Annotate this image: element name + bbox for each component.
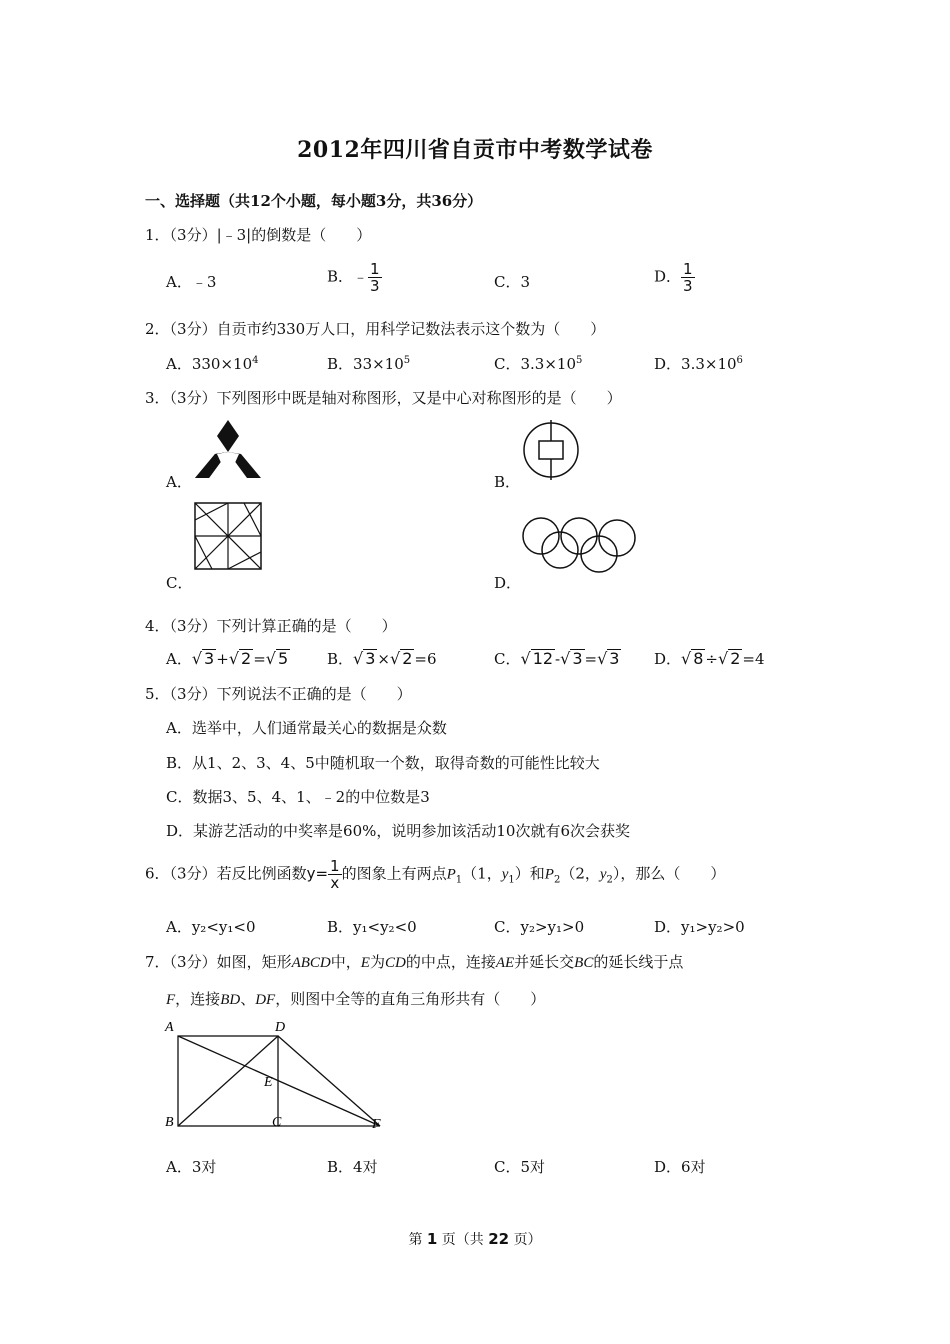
question-1-stem: 1．（3分）|﹣3|的倒数是（ ）: [145, 226, 372, 244]
question-2-stem: 2．（3分）自贡市约330万人口，用科学记数法表示这个数为（ ）: [145, 320, 606, 338]
q6-y2-subscript: 2: [606, 874, 613, 886]
q2-b-exponent: 5: [403, 355, 411, 366]
segment-df: [278, 1036, 380, 1126]
q7-mid1: 中，: [330, 953, 361, 971]
diamond-top: [217, 420, 239, 452]
q7-f: F: [166, 992, 176, 1008]
q7-l2b: ，则图中全等的直角三角形共有（ ）: [275, 990, 546, 1008]
q4-c-label: C．: [494, 650, 521, 668]
q4-d-radicand-2: 2: [730, 649, 741, 668]
q7-mid4: 并延长交: [514, 953, 575, 971]
q4-c-radicand-2: 3: [572, 649, 583, 668]
q7-cd: CD: [384, 955, 406, 971]
q1-option-d-fraction: [681, 261, 695, 294]
q2-b-base: B．33×10: [327, 355, 404, 373]
q4-a-operator: +: [216, 650, 229, 668]
q4-a-label: A．: [166, 650, 192, 668]
q6-option-c: C．y₂>y₁>0: [494, 918, 585, 936]
q2-d-exponent: 6: [736, 355, 743, 366]
q2-a-base: A．330×10: [166, 355, 253, 373]
q2-option-b: [327, 353, 410, 374]
q4-option-a: A．√ 3 +√ 2 =√ 5: [166, 649, 289, 668]
q1-b-numerator: 1: [370, 260, 380, 278]
footer-total-pages: 22: [488, 1230, 510, 1248]
footer-mid: 页（共: [441, 1232, 484, 1248]
q2-c-exponent: 5: [576, 355, 583, 366]
q1-d-numerator: 1: [683, 260, 693, 278]
q6-function-lhs: y=: [306, 864, 329, 883]
q7-mid3: 的中点，连接: [405, 953, 496, 971]
blade-2: [244, 503, 261, 536]
label-e: E: [264, 1075, 273, 1090]
question-7-stem-line-1: [145, 951, 683, 972]
q1-option-b: [327, 261, 382, 294]
q2-option-d: [654, 353, 743, 374]
q7-df: DF: [255, 992, 276, 1008]
q1-option-b-fraction: [368, 261, 382, 294]
q4-d-label: D．: [654, 650, 682, 668]
segment-bd: [178, 1036, 278, 1126]
q6-fn-denominator: x: [330, 874, 340, 892]
q6-p2-subscript: 2: [553, 874, 561, 886]
ring-2: [561, 518, 597, 554]
q6-stem-mid: 的图象上有两点: [341, 864, 447, 883]
q3-option-d-label: D．: [494, 574, 522, 592]
q3-figure-c-pinwheel-icon: [194, 502, 262, 570]
q1-option-c: C．3: [494, 273, 531, 291]
question-5-stem: 5．（3分）下列说法不正确的是（ ）: [145, 685, 412, 703]
q4-c-operator: -: [555, 650, 561, 668]
q7-e: E: [360, 955, 370, 971]
q1-option-d-label: D．: [654, 267, 682, 286]
label-c: C: [272, 1115, 282, 1130]
question-3-stem: 3．（3分）下列图形中既是轴对称图形，又是中心对称图形的是（ ）: [145, 389, 622, 407]
q7-bc: BC: [574, 955, 594, 971]
q7-ae: AE: [495, 955, 515, 971]
footer-page-number: 1: [426, 1230, 438, 1248]
q4-c-radicand-1: 12: [532, 649, 554, 668]
q4-b-radicand-1: 3: [365, 649, 376, 668]
ring-1: [523, 518, 559, 554]
q6-point-p2: P: [544, 866, 554, 883]
q6-p1-coords: （1，: [462, 864, 502, 883]
q5-option-b: B．从1、2、3、4、5中随机取一个数，取得奇数的可能性比较大: [166, 754, 600, 772]
blade-4: [195, 536, 212, 569]
q2-a-exponent: 4: [252, 355, 259, 366]
q4-option-c: C．√ 12 -√ 3 =√ 3: [494, 649, 620, 668]
label-f: F: [372, 1117, 381, 1132]
page-footer: [0, 1229, 950, 1249]
q4-a-equals: =: [253, 650, 266, 668]
q1-d-denominator: 3: [683, 277, 693, 295]
q7-abcd: ABCD: [291, 955, 331, 971]
q1-option-d: [654, 261, 695, 294]
q4-b-result: =6: [414, 650, 437, 668]
q4-option-d: D．√ 8 ÷√ 2 =4: [654, 649, 765, 668]
coin-square-hole: [539, 441, 563, 459]
q4-c-equals: =: [584, 650, 598, 668]
q7-option-a: A．3对: [166, 1158, 217, 1176]
q6-point-p1: P: [446, 866, 456, 883]
q6-option-d: D．y₁>y₂>0: [654, 918, 745, 936]
label-b: B: [165, 1115, 174, 1130]
q6-p1-end: ）和: [514, 864, 545, 883]
q6-y1: y: [501, 866, 509, 883]
q2-option-a: [166, 353, 259, 374]
ring-4: [542, 532, 578, 568]
q4-a-radicand-1: 3: [204, 649, 215, 668]
q7-stem-a: 7．（3分）如图，矩形: [145, 953, 292, 971]
blade-3: [228, 552, 261, 569]
q6-option-b: B．y₁<y₂<0: [327, 918, 417, 936]
segment-af: [178, 1036, 380, 1126]
footer-prefix: 第: [408, 1232, 423, 1248]
label-a: A: [165, 1020, 174, 1035]
q4-a-radicand-2: 2: [241, 649, 252, 668]
q2-option-c: [494, 353, 582, 374]
question-6-stem: [145, 858, 725, 891]
q4-b-operator: ×: [377, 650, 390, 668]
section-heading: 一、选择题（共12个小题，每小题3分，共36分）: [145, 192, 483, 210]
q4-d-result: =4: [742, 650, 765, 668]
q3-figure-a-diamonds-icon: [195, 420, 261, 482]
q4-d-radicand-1: 8: [693, 649, 704, 668]
q6-function-fraction: [328, 858, 342, 891]
q7-option-b: B．4对: [327, 1158, 378, 1176]
q6-p2-coords: （2，: [560, 864, 600, 883]
q2-c-base: C．3.3×10: [494, 355, 576, 373]
q5-option-c: C．数据3、5、4、1、﹣2的中位数是3: [166, 788, 430, 806]
q6-p1-subscript: 1: [455, 874, 463, 886]
q4-option-b: B．√ 3 ×√ 2 =6: [327, 649, 437, 668]
center-gap: [217, 452, 239, 478]
q4-b-radicand-2: 2: [402, 649, 413, 668]
q4-d-operator: ÷: [705, 650, 718, 668]
q1-option-a: A．﹣3: [166, 273, 217, 291]
q7-separator: 、: [240, 990, 256, 1008]
q7-bd: BD: [220, 992, 241, 1008]
q1-b-denominator: 3: [370, 277, 380, 295]
q6-y2: y: [599, 866, 607, 883]
q6-fn-numerator: 1: [330, 857, 340, 875]
q7-option-d: D．6对: [654, 1158, 706, 1176]
q7-geometry-figure: [160, 1016, 395, 1131]
q6-stem-end: ），那么（ ）: [612, 864, 726, 883]
q3-figure-d-rings-icon: [521, 516, 641, 574]
q7-mid2: 为: [369, 953, 385, 971]
q4-a-radicand-3: 5: [277, 649, 289, 668]
q7-option-c: C．5对: [494, 1158, 546, 1176]
q6-stem-prefix: 6．（3分）若反比例函数: [145, 864, 307, 883]
label-d: D: [275, 1020, 286, 1035]
q1-option-b-label: B．: [327, 267, 354, 286]
q2-d-base: D．3.3×10: [654, 355, 737, 373]
q7-mid5: 的延长线于点: [593, 953, 684, 971]
q4-b-label: B．: [327, 650, 354, 668]
q6-option-a: A．y₂<y₁<0: [166, 918, 256, 936]
q3-option-c-label: C．: [166, 574, 193, 592]
q7-l2a: ，连接: [175, 990, 221, 1008]
q3-option-a-label: A．: [166, 473, 192, 491]
q3-figure-b-coin-icon: [521, 420, 581, 480]
q5-option-d: D．某游艺活动的中奖率是60%，说明参加该活动10次就有6次会获奖: [166, 822, 630, 840]
q3-option-b-label: B．: [494, 473, 521, 491]
question-7-stem-line-2: [166, 988, 545, 1009]
blade-1: [195, 503, 228, 520]
q6-y1-subscript: 1: [508, 874, 515, 886]
q1-option-b-sign: ﹣: [353, 267, 369, 286]
question-4-stem: 4．（3分）下列计算正确的是（ ）: [145, 617, 397, 635]
q5-option-a: A．选举中，人们通常最关心的数据是众数: [166, 719, 447, 737]
footer-suffix: 页）: [513, 1232, 542, 1248]
page-title: 2012年四川省自贡市中考数学试卷: [297, 137, 653, 163]
q4-c-radicand-3: 3: [609, 649, 620, 668]
